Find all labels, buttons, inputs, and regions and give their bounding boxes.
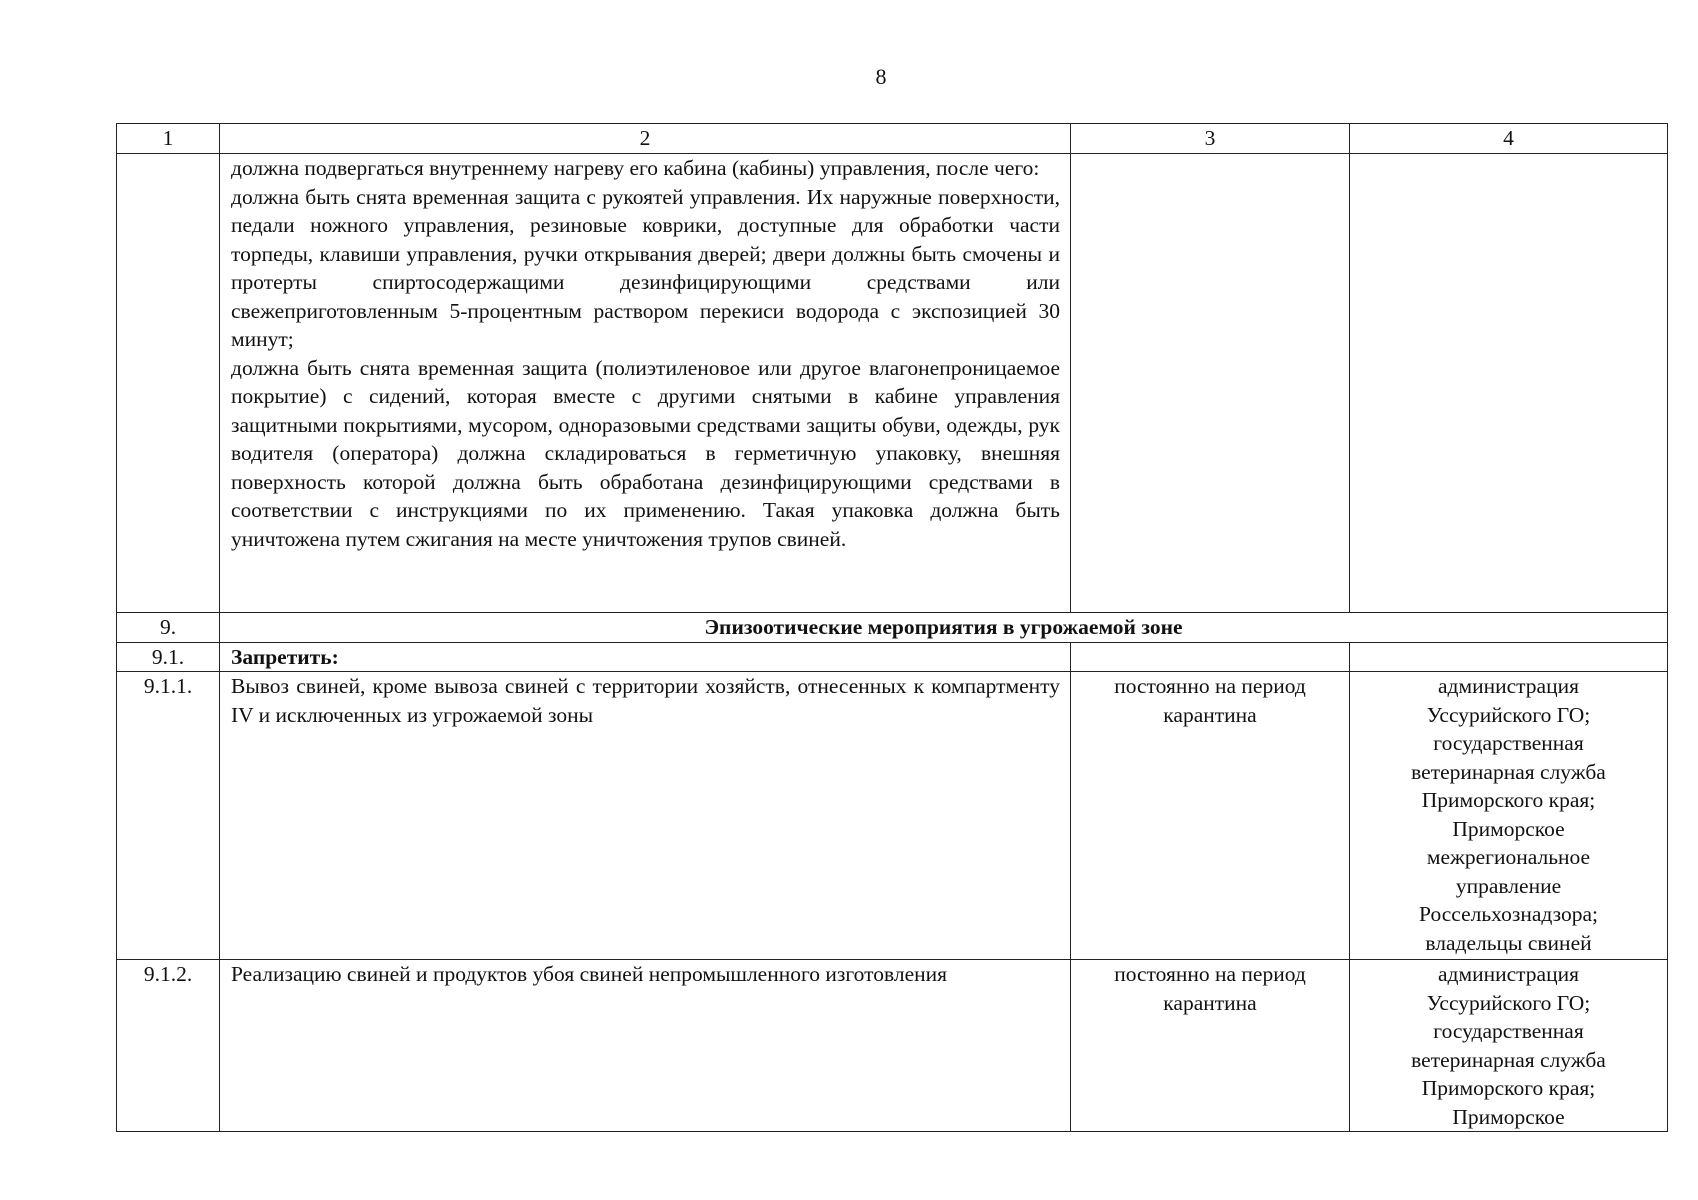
measure-text bbox=[220, 672, 1071, 960]
section-number: 9. bbox=[117, 613, 220, 643]
responsible-cell bbox=[1350, 642, 1668, 672]
row-number: 9.1.1. bbox=[117, 672, 220, 960]
responsible-line: Приморского края; bbox=[1421, 788, 1596, 812]
row-number bbox=[117, 154, 220, 613]
header-cell-1: 1 bbox=[117, 124, 220, 154]
responsible-cell bbox=[1350, 672, 1668, 960]
table-row bbox=[117, 672, 1668, 960]
responsible-line: администрация bbox=[1438, 674, 1579, 698]
responsible-line: Приморского края; bbox=[1421, 1076, 1596, 1100]
responsible-line: Уссурийского ГО; bbox=[1426, 990, 1591, 1015]
responsible-line: Приморское bbox=[1452, 816, 1565, 841]
responsible-line: Приморское bbox=[1452, 1104, 1565, 1129]
responsible-line: Россельхознадзора; bbox=[1419, 902, 1598, 926]
paragraph: должна быть снята временная защита (полиэтиленовое или другое влагонепроницаемое покрытие) с сидений, которая вместе с другими снятыми в кабине управления защитными покрытиями, мусором, одноразовыми средствами защиты обуви, одежды, рук водителя (оператора) должна складироваться в герметичную упаковку, внешняя поверхность которой должна быть обработана дезинфицирующими средствами в соответствии с инструкциями по их применению. Такая упаковка должна быть уничтожена путем сжигания на месте уничтожения трупов свиней. bbox=[231, 355, 1060, 551]
header-cell-2: 2 bbox=[220, 124, 1071, 154]
measure-text bbox=[220, 154, 1071, 613]
section-title: Эпизоотические мероприятия в угрожаемой зоне bbox=[220, 613, 1668, 643]
measure-text bbox=[220, 960, 1071, 1132]
paragraph: должна быть снята временная защита с рукоятей управления. Их наружные поверхности, педали ножного управления, резиновые коврики, доступные для обработки части торпеды, клавиши управления, ручки открывания дверей; двери должны быть смочены и протерты спиртосодержащими дезинфицирующими средствами или свежеприготовленным 5-процентным раствором перекиси водорода с экспозицией 30 минут; bbox=[231, 184, 1060, 351]
responsible-line: ветеринарная служба bbox=[1411, 759, 1606, 784]
term-cell bbox=[1071, 960, 1350, 1132]
term-cell bbox=[1071, 642, 1350, 672]
responsible-line: владельцы свиней bbox=[1425, 930, 1592, 955]
responsible-line: Уссурийского ГО; bbox=[1426, 702, 1591, 727]
table-row-continued bbox=[117, 154, 1668, 613]
responsible-line: ветеринарная служба bbox=[1411, 1047, 1606, 1072]
term-line: карантина bbox=[1163, 990, 1257, 1015]
responsible-line: межрегиональное bbox=[1426, 845, 1591, 869]
subsection-title: Запретить: bbox=[220, 642, 1071, 672]
table-header-row bbox=[117, 124, 1668, 154]
term-line: постоянно на период bbox=[1114, 962, 1306, 986]
responsible-cell bbox=[1350, 154, 1668, 613]
responsible-line: государственная bbox=[1433, 731, 1584, 755]
header-cell-3: 3 bbox=[1071, 124, 1350, 154]
section-row bbox=[117, 613, 1668, 643]
responsible-cell bbox=[1350, 960, 1668, 1132]
subsection-row bbox=[117, 642, 1668, 672]
paragraph: должна подвергаться внутреннему нагреву его кабина (кабины) управления, после чего: bbox=[231, 156, 1040, 180]
responsible-line: государственная bbox=[1433, 1019, 1584, 1043]
subsection-number: 9.1. bbox=[117, 642, 220, 672]
responsible-line: управление bbox=[1455, 873, 1562, 898]
paragraph: Реализацию свиней и продуктов убоя свиней непромышленного изготовления bbox=[231, 962, 948, 986]
term-cell bbox=[1071, 672, 1350, 960]
page-number: 8 bbox=[875, 64, 887, 89]
term-cell bbox=[1071, 154, 1350, 613]
row-number: 9.1.2. bbox=[117, 960, 220, 1132]
responsible-line: администрация bbox=[1438, 962, 1579, 986]
table-row bbox=[117, 960, 1668, 1132]
term-line: постоянно на период bbox=[1114, 674, 1306, 698]
term-line: карантина bbox=[1163, 702, 1257, 727]
header-cell-4: 4 bbox=[1350, 124, 1668, 154]
measures-table bbox=[116, 123, 1668, 1132]
paragraph: Вывоз свиней, кроме вывоза свиней с территории хозяйств, отнесенных к компартменту IV и исключенных из угрожаемой зоны bbox=[231, 674, 1060, 727]
